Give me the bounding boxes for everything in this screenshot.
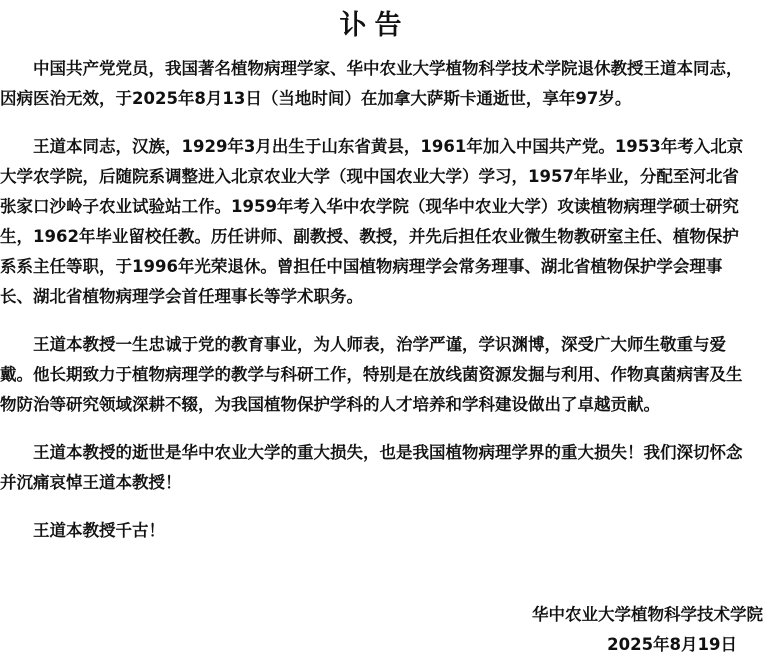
paragraph-contributions: 王道本教授一生忠诚于党的教育事业，为人师表，治学严谨，学识渊博，深受广大师生敬重与爱戴。他长期致力于植物病理学的教学与科研工作，特别是在放线菌资源发掘与利用、作物真菌病害及生物防治等研究领域深耕不辍，为我国植物保护学科的人才培养和学科建设做出了卓越贡献。 bbox=[0, 335, 743, 414]
paragraph-biography: 王道本同志，汉族，1929年3月出生于山东省黄县，1961年加入中国共产党。1953年考入北京大学农学院，后随院系调整进入北京农业大学（现中国农业大学）学习，1957年毕业，分配至河北省张家口沙岭子农业试验站工作。1959年考入华中农学院（现华中农业大学）攻读植物病理学硕士研究生，1962年毕业留校任教。历任讲师、副教授、教授，并先后担任农业微生物教研室主任、植物保护系系主任等职，于1996年光荣退休。曾担任中国植物病理学会常务理事、湖北省植物保护学会理事长、湖北省植物病理学会首任理事长等学术职务。 bbox=[0, 137, 744, 306]
paragraph-mourning: 王道本教授的逝世是华中农业大学的重大损失，也是我国植物病理学界的重大损失！我们深切怀念并沉痛哀悼王道本教授！ bbox=[0, 443, 743, 492]
paragraph-farewell: 王道本教授千古！ bbox=[33, 521, 165, 540]
signature-date: 2025年8月19日 bbox=[607, 635, 737, 654]
signature-organization: 华中农业大学植物科学技术学院 bbox=[532, 605, 763, 624]
signature-block bbox=[532, 600, 763, 660]
document-title: 讣告 bbox=[339, 10, 410, 41]
paragraph-announcement: 中国共产党党员，我国著名植物病理学家、华中农业大学植物科学技术学院退休教授王道本同志，因病医治无效，于2025年8月13日（当地时间）在加拿大萨斯卡通逝世，享年97岁。 bbox=[0, 59, 743, 108]
